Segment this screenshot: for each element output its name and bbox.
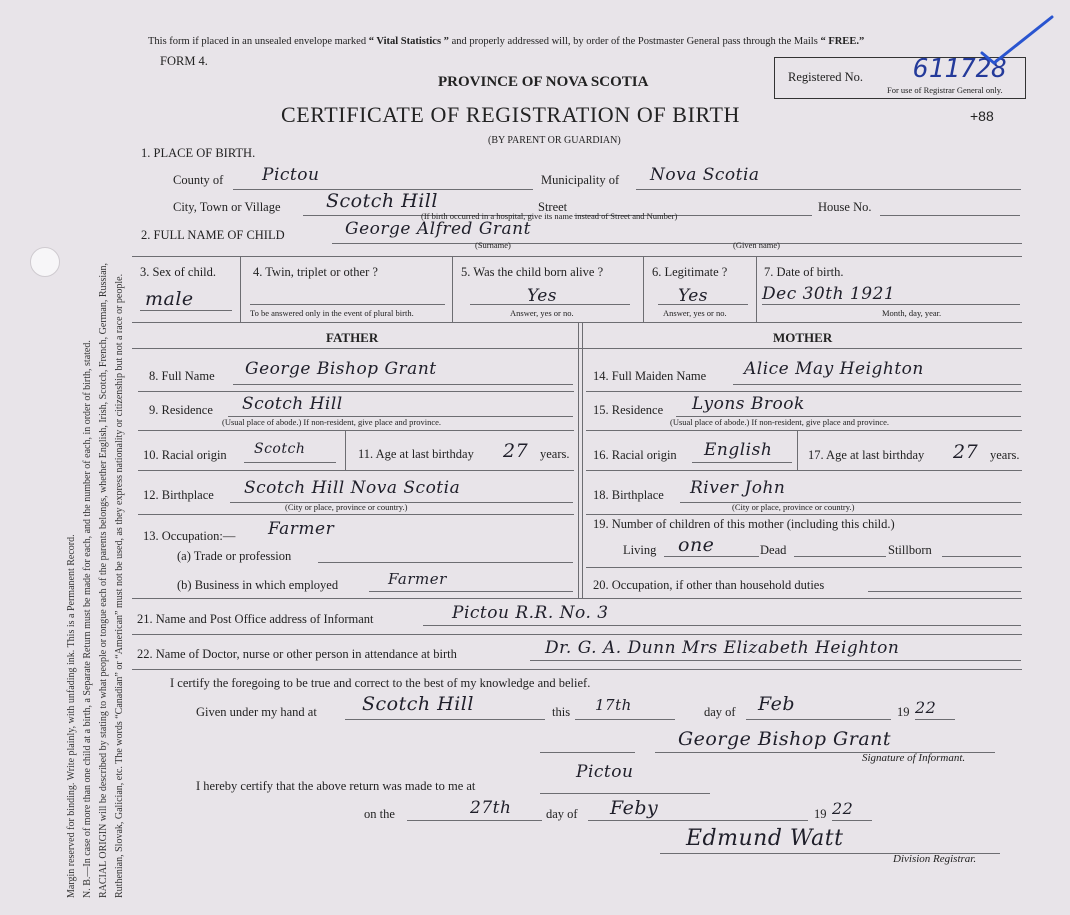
mother-years-label: years.: [990, 448, 1020, 462]
city-value: Scotch Hill: [326, 190, 438, 212]
municipality-label: Municipality of: [541, 173, 620, 187]
father-age-label: 11. Age at last birthday: [358, 447, 474, 461]
side-note-multiple-births: N. B.—In case of more than one child at a birth, a Separate Return must be made for each, and the number of each, in order of birth, stated.: [82, 340, 93, 898]
mother-name-label: 14. Full Maiden Name: [593, 369, 707, 383]
county-value: Pictou: [262, 165, 320, 185]
given-under-label: Given under my hand at: [196, 705, 317, 719]
mother-occupation-label: 20. Occupation, if other than household duties: [593, 578, 825, 592]
dead-label: Dead: [760, 543, 787, 557]
legitimate-label: 6. Legitimate ?: [652, 265, 728, 279]
sex-label: 3. Sex of child.: [140, 265, 217, 279]
doctor-value: Dr. G. A. Dunn Mrs Elizabeth Heighton: [545, 638, 900, 658]
return-year-prefix: 19: [814, 807, 827, 821]
mother-heading: MOTHER: [773, 330, 833, 345]
return-month-value: Feby: [610, 797, 659, 819]
mother-age-value: 27: [953, 441, 979, 463]
legitimate-note: Answer, yes or no.: [663, 308, 727, 318]
date-of-birth-note: Month, day, year.: [882, 308, 942, 318]
father-abode-note: (Usual place of abode.) If non-resident, give place and province.: [222, 417, 442, 427]
form-number: FORM 4.: [160, 54, 208, 68]
father-racial-value: Scotch: [254, 441, 306, 457]
mother-birthplace-label: 18. Birthplace: [593, 488, 664, 502]
side-note-racial-origin-cont: Ruthenian, Slovak, Galician, etc. The words “Canadian” or “American” must not be used, as they express nationality or citizenship but not a race or people.: [114, 273, 125, 898]
house-number-label: House No.: [818, 200, 872, 214]
registrar-signature: Edmund Watt: [686, 826, 844, 851]
on-the-label: on the: [364, 807, 395, 821]
return-label: I hereby certify that the above return was made to me at: [196, 779, 476, 793]
mail-notice: [148, 36, 864, 47]
father-residence-label: 9. Residence: [149, 403, 213, 417]
mother-abode-note: (Usual place of abode.) If non-resident, give place and province.: [670, 417, 890, 427]
informant-signature-label: Signature of Informant.: [862, 752, 966, 764]
mother-name-value: Alice May Heighton: [744, 359, 924, 379]
father-occupation-value: Farmer: [268, 519, 335, 539]
hospital-note: (If birth occurred in a hospital, give its name instead of Street and Number): [421, 211, 678, 221]
mother-racial-value: English: [704, 440, 773, 460]
mother-racial-label: 16. Racial origin: [593, 448, 677, 462]
informant-signature: George Bishop Grant: [678, 728, 892, 750]
given-month-value: Feb: [758, 693, 796, 715]
given-year-prefix: 19: [897, 705, 910, 719]
father-age-value: 27: [503, 440, 529, 462]
father-name-value: George Bishop Grant: [245, 359, 437, 379]
page-title: CERTIFICATE OF REGISTRATION OF BIRTH: [281, 102, 740, 127]
municipality-value: Nova Scotia: [650, 165, 760, 185]
mother-residence-value: Lyons Brook: [692, 394, 805, 414]
surname-label: (Surname): [475, 240, 511, 250]
city-label: City, Town or Village: [173, 200, 281, 214]
mail-notice-mid: and properly addressed will, by order of the Postmaster General pass through the Mails: [451, 36, 818, 47]
stillborn-label: Stillborn: [888, 543, 932, 557]
date-of-birth-label: 7. Date of birth.: [764, 265, 844, 279]
father-heading: FATHER: [326, 330, 379, 345]
punch-hole: [30, 247, 60, 277]
child-name-label: 2. FULL NAME OF CHILD: [141, 228, 285, 242]
child-name-value: George Alfred Grant: [345, 219, 531, 239]
page-subtitle: (BY PARENT OR GUARDIAN): [488, 135, 621, 146]
this-label: this: [552, 705, 571, 719]
father-years-label: years.: [540, 447, 570, 461]
mother-children-label: 19. Number of children of this mother (including this child.): [593, 517, 895, 531]
born-alive-label: 5. Was the child born alive ?: [461, 265, 604, 279]
mother-residence-label: 15. Residence: [593, 403, 664, 417]
father-occupation-label: 13. Occupation:—: [143, 529, 236, 543]
return-day-of-label: day of: [546, 807, 578, 821]
father-name-label: 8. Full Name: [149, 369, 215, 383]
registrar-label: Division Registrar.: [893, 853, 977, 865]
legitimate-value: Yes: [678, 286, 709, 306]
given-name-label: (Given name): [733, 240, 780, 250]
mother-birthplace-note: (City or place, province or country.): [732, 502, 855, 512]
father-trade-label: (a) Trade or profession: [177, 549, 292, 563]
father-racial-label: 10. Racial origin: [143, 448, 227, 462]
corner-mark: +88: [970, 108, 994, 124]
father-birthplace-value: Scotch Hill Nova Scotia: [244, 478, 461, 498]
informant-label: 21. Name and Post Office address of Informant: [137, 612, 374, 626]
registered-number: 611728: [913, 54, 1007, 84]
mail-notice-quote: “ Vital Statistics ”: [368, 36, 449, 47]
certify-statement: I certify the foregoing to be true and correct to the best of my knowledge and belief.: [170, 676, 591, 690]
doctor-label: 22. Name of Doctor, nurse or other person in attendance at birth: [137, 647, 457, 661]
registrar-note: For use of Registrar General only.: [887, 85, 1003, 95]
return-place-value: Pictou: [576, 762, 634, 782]
registered-label: Registered No.: [788, 70, 863, 84]
twin-note: To be answered only in the event of plural birth.: [250, 308, 414, 318]
mail-notice-pre: This form if placed in an unsealed envelope marked: [148, 36, 367, 47]
twin-label: 4. Twin, triplet or other ?: [253, 265, 378, 279]
mother-birthplace-value: River John: [690, 478, 786, 498]
date-of-birth-value: Dec 30th 1921: [762, 284, 896, 304]
mother-age-label: 17. Age at last birthday: [808, 448, 925, 462]
father-birthplace-label: 12. Birthplace: [143, 488, 214, 502]
county-label: County of: [173, 173, 224, 187]
father-birthplace-note: (City or place, province or country.): [285, 502, 408, 512]
sex-value: male: [145, 288, 194, 310]
given-place-value: Scotch Hill: [362, 693, 474, 715]
province-heading: PROVINCE OF NOVA SCOTIA: [438, 74, 649, 90]
day-of-label: day of: [704, 705, 736, 719]
side-note-racial-origin: RACIAL ORIGIN will be described by stating to what people or tongue each of the parents belongs, whether English, Irish, Scotch, French, German, Russian,: [98, 262, 109, 898]
blue-check-mark: [980, 15, 1055, 65]
return-year-value: 22: [832, 799, 854, 818]
living-value: one: [678, 534, 715, 556]
father-business-label: (b) Business in which employed: [177, 578, 339, 592]
mail-notice-free: “ FREE.”: [820, 36, 865, 47]
given-day-value: 17th: [595, 696, 632, 714]
return-day-value: 27th: [470, 798, 512, 818]
living-label: Living: [623, 543, 657, 557]
born-alive-note: Answer, yes or no.: [510, 308, 574, 318]
informant-value: Pictou R.R. No. 3: [452, 603, 609, 623]
born-alive-value: Yes: [527, 286, 558, 306]
street-label: Street: [538, 200, 568, 214]
given-year-value: 22: [915, 698, 937, 717]
father-residence-value: Scotch Hill: [242, 394, 343, 414]
father-business-value: Farmer: [388, 570, 447, 588]
side-note-binding: Margin reserved for binding. Write plainly, with unfading ink. This is a Permanent Record.: [66, 534, 77, 898]
place-of-birth-heading: 1. PLACE OF BIRTH.: [141, 146, 256, 160]
